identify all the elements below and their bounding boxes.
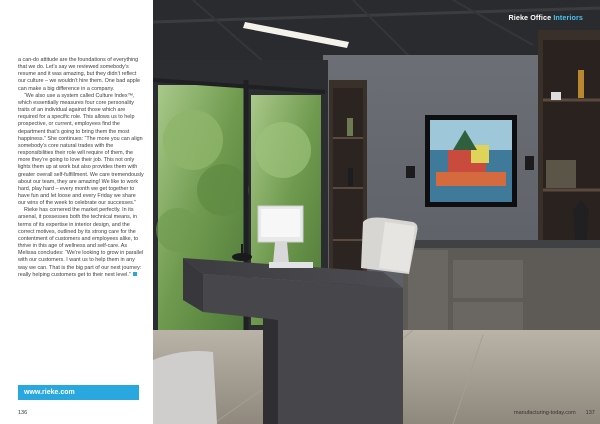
paragraph-2: “We also use a system called Culture Index™, which essentially measures four core personality traits of an individual against those which are required for a specific role. This allows us to help prospective, or current, employees find the department that’s going to bring them the most happiness.” She continues: “The more you can align somebody’s core natural trades with the responsibilities their role will require of them, the more they’re going to love their job. This not only lights them up at work but also provides them with greater overall self-fulfillment. We care tremendously about our team, they are amazing! We like to work hard, play hard – every month we get together to have fun and let loose and every Friday we share our wins of the week to celebrate our successes.” xyxy=(18,92,144,207)
magazine-url[interactable]: manufacturing-today.com xyxy=(514,410,576,416)
running-head xyxy=(508,13,583,22)
end-of-article-mark xyxy=(133,272,137,276)
office-interior-photo xyxy=(153,0,600,424)
page-footer-right xyxy=(514,410,595,416)
left-page xyxy=(0,0,153,424)
page-number-left: 136 xyxy=(18,410,28,416)
website-link[interactable]: www.rieke.com xyxy=(18,385,139,400)
running-head-brand: Rieke Office xyxy=(508,13,552,22)
paragraph-3 xyxy=(18,207,144,279)
article-body xyxy=(18,57,144,279)
right-page xyxy=(153,0,600,424)
running-head-section: Interiors xyxy=(553,13,583,22)
page-number-right: 137 xyxy=(585,410,595,416)
paragraph-1: a can-do attitude are the foundations of everything that we do. Let’s say we reviewed somebody’s resume and it was amazing, but they didn’t reflect our culture – we wouldn’t hire them. One bad apple can make a big difference in a company. xyxy=(18,57,140,92)
paragraph-3-text: Rieke has cornered the market perfectly. In its arsenal, it possesses both the technical means, in terms of its expertise in interior design, and the correct motives, outlined by its strong care for the contentment of customers and employees alike, to thrive in this age of wellness and self-care. As Melissa concludes: “We’re looking to grow in parallel with our customers. I want us to help them in any way we can. That is the big part of our next journey: really helping customers get to their next level.” xyxy=(18,207,144,278)
